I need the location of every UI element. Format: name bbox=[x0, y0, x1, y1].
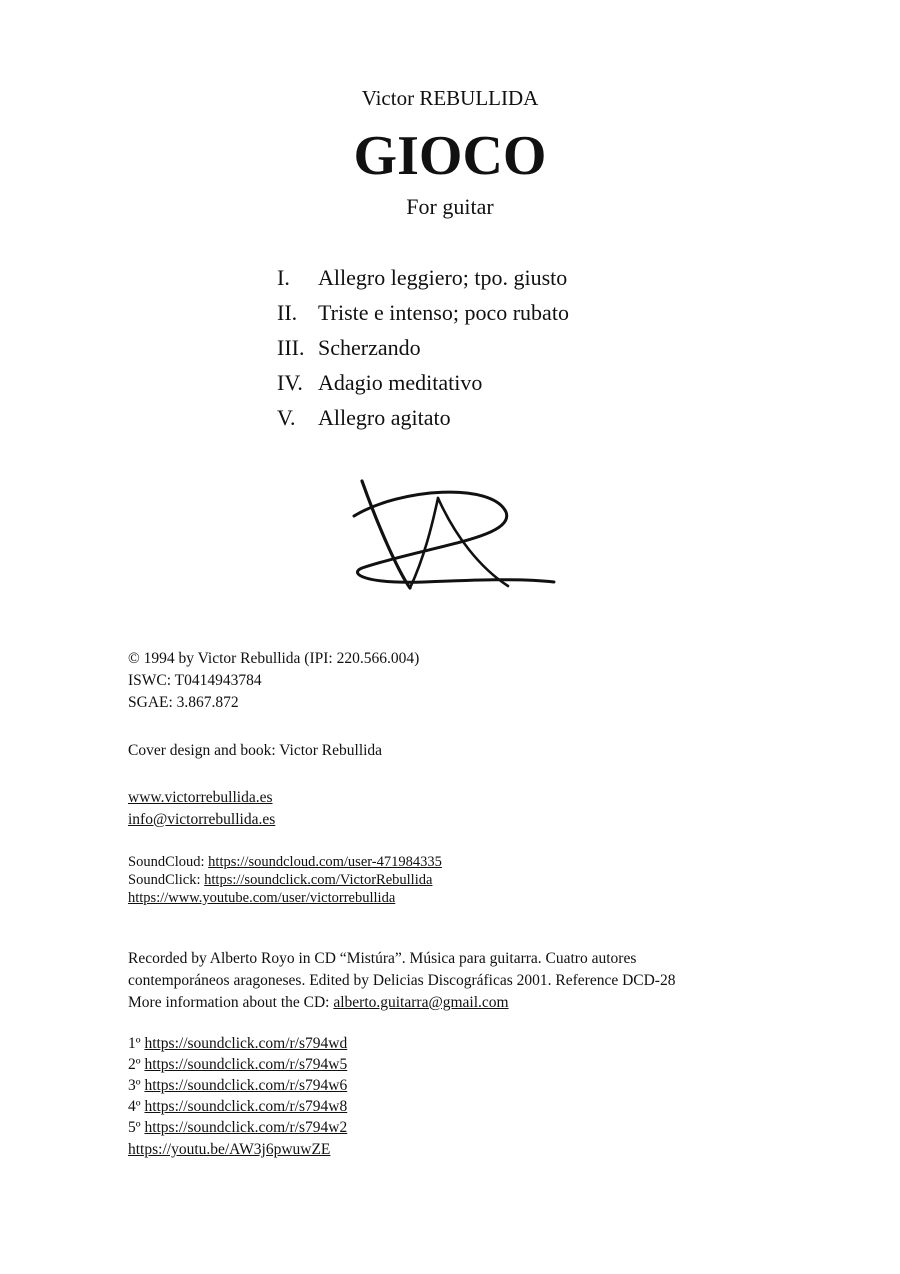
movement-name: Triste e intenso; poco rubato bbox=[318, 300, 569, 325]
soundclick-link[interactable]: https://soundclick.com/VictorRebullida bbox=[204, 872, 433, 888]
movement-name: Scherzando bbox=[318, 335, 421, 360]
track-label: 5º bbox=[128, 1119, 145, 1136]
movement-name: Allegro leggiero; tpo. giusto bbox=[318, 265, 568, 290]
sgae-line: SGAE: 3.867.872 bbox=[128, 694, 239, 711]
track-label: 3º bbox=[128, 1077, 145, 1094]
movement-item bbox=[277, 265, 567, 291]
track-label: 2º bbox=[128, 1056, 145, 1073]
soundcloud-label: SoundCloud: bbox=[128, 854, 209, 870]
track-line bbox=[128, 1054, 347, 1076]
soundclick-label: SoundClick: bbox=[128, 872, 205, 888]
track-link[interactable]: https://soundclick.com/r/s794wd bbox=[144, 1035, 348, 1052]
copyright-line: © 1994 by Victor Rebullida (IPI: 220.566.004) bbox=[128, 650, 420, 667]
track-line bbox=[128, 1033, 347, 1055]
youtube-channel-link[interactable]: https://www.youtube.com/user/victorrebullida bbox=[128, 890, 396, 906]
movement-item bbox=[277, 335, 421, 361]
movement-numeral: III. bbox=[277, 335, 305, 360]
website-link[interactable]: www.victorrebullida.es bbox=[128, 789, 273, 806]
soundclick-line bbox=[128, 871, 432, 889]
movement-item bbox=[277, 405, 451, 431]
track-link[interactable]: https://soundclick.com/r/s794w6 bbox=[144, 1077, 348, 1094]
recording-line-2: contemporáneos aragoneses. Edited by Delicias Discográficas 2001. Reference DCD-28 bbox=[128, 972, 676, 989]
recording-email-link[interactable]: alberto.guitarra@gmail.com bbox=[333, 994, 509, 1011]
work-title: GIOCO bbox=[353, 125, 547, 187]
track-line bbox=[128, 1096, 347, 1118]
cover-credit: Cover design and book: Victor Rebullida bbox=[128, 742, 383, 759]
movement-item bbox=[277, 370, 482, 396]
track-link[interactable]: https://soundclick.com/r/s794w8 bbox=[144, 1098, 348, 1115]
recording-info-label: More information about the CD: bbox=[128, 994, 334, 1011]
video-link[interactable]: https://youtu.be/AW3j6pwuwZE bbox=[128, 1141, 331, 1158]
track-link[interactable]: https://soundclick.com/r/s794w5 bbox=[144, 1056, 348, 1073]
track-label: 4º bbox=[128, 1098, 145, 1115]
soundcloud-link[interactable]: https://soundcloud.com/user-471984335 bbox=[208, 854, 442, 870]
track-line bbox=[128, 1075, 347, 1097]
movement-numeral: IV. bbox=[277, 370, 303, 395]
instrumentation: For guitar bbox=[406, 194, 494, 219]
movement-name: Allegro agitato bbox=[318, 405, 451, 430]
movement-numeral: II. bbox=[277, 300, 298, 325]
iswc-line: ISWC: T0414943784 bbox=[128, 672, 262, 689]
movement-numeral: V. bbox=[277, 405, 296, 430]
soundcloud-line bbox=[128, 853, 442, 871]
email-link[interactable]: info@victorrebullida.es bbox=[128, 811, 276, 828]
movement-item bbox=[277, 300, 569, 326]
track-line bbox=[128, 1117, 347, 1139]
movement-name: Adagio meditativo bbox=[318, 370, 483, 395]
track-link[interactable]: https://soundclick.com/r/s794w2 bbox=[144, 1119, 348, 1136]
recording-line-1: Recorded by Alberto Royo in CD “Mistúra”. Música para guitarra. Cuatro autores bbox=[128, 950, 637, 967]
movement-numeral: I. bbox=[277, 265, 290, 290]
composer-name: Victor REBULLIDA bbox=[361, 86, 539, 110]
signature-icon bbox=[340, 476, 562, 594]
track-label: 1º bbox=[128, 1035, 145, 1052]
recording-line-3 bbox=[128, 992, 509, 1014]
